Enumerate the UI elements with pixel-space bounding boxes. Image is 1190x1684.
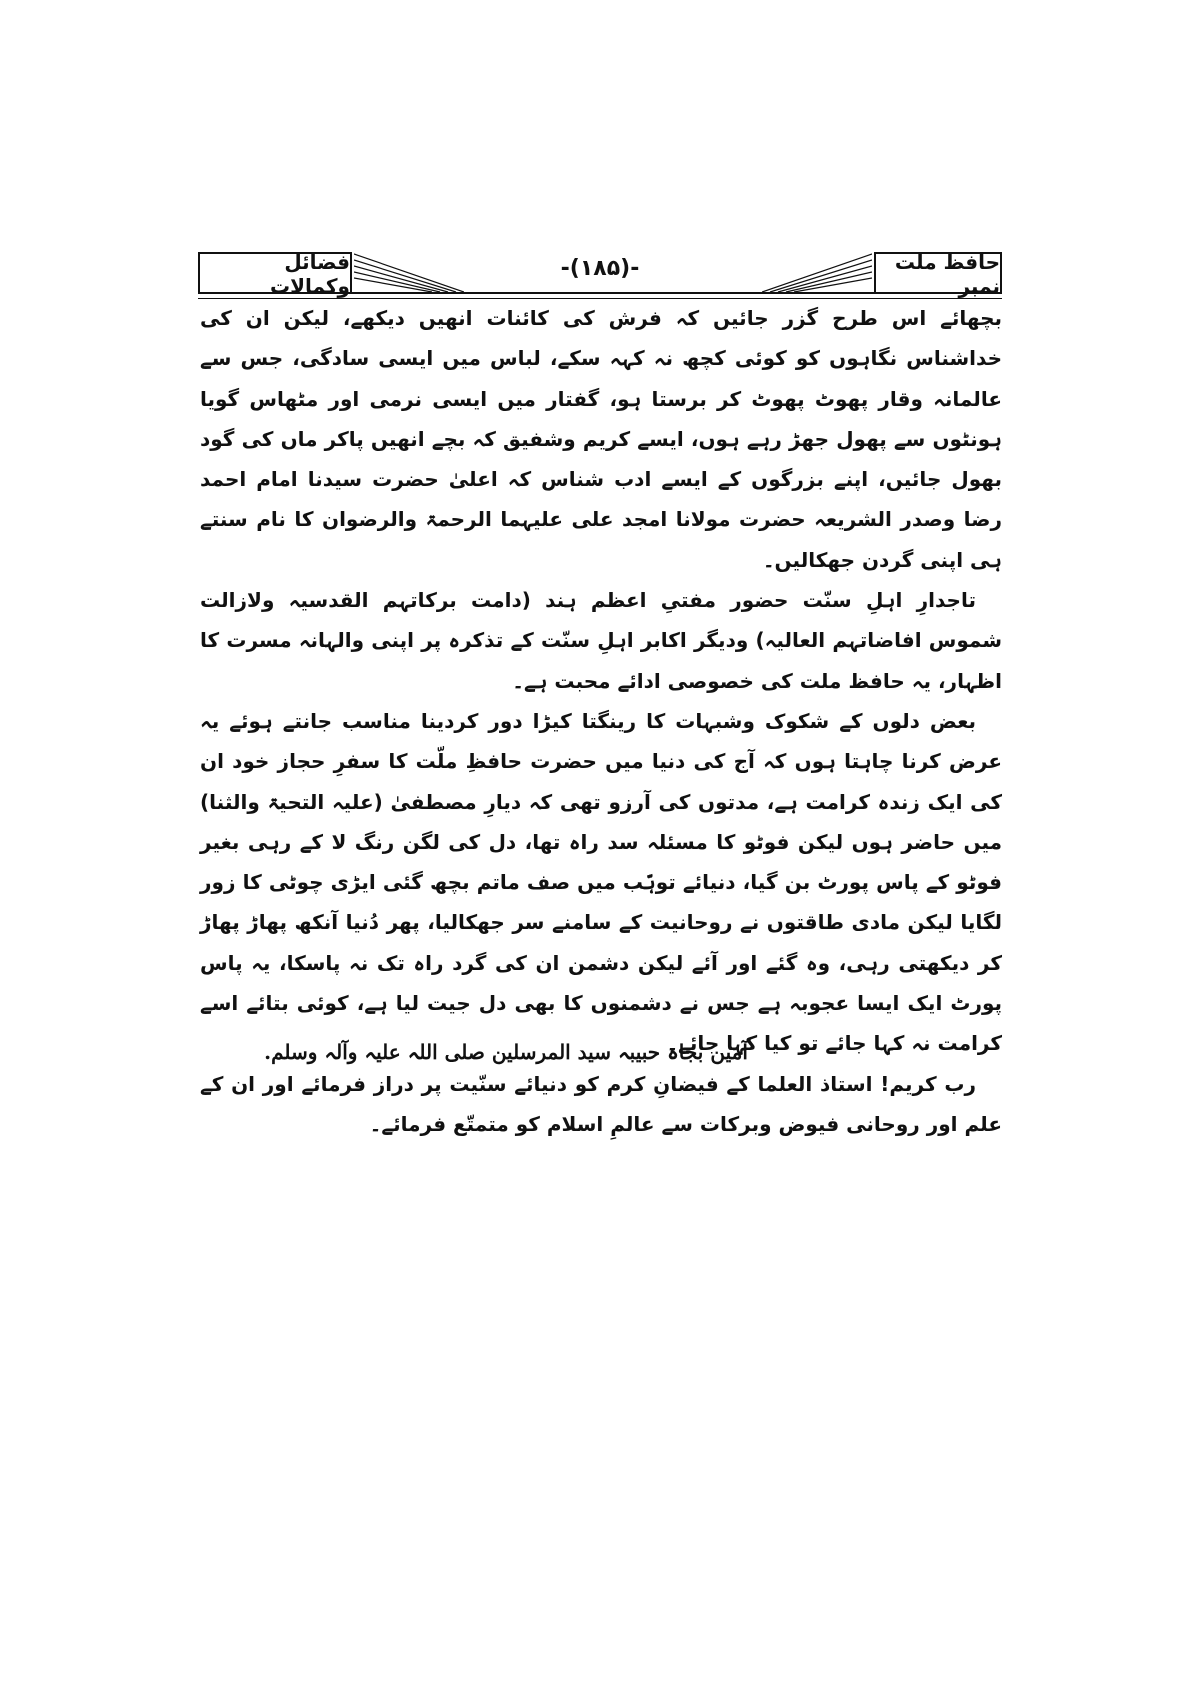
running-header	[198, 250, 1002, 298]
header-book-title: حافظ ملت نمبر	[894, 250, 1000, 298]
header-book-title-box	[874, 250, 1002, 298]
closing-prayer: آمین بجاہ حبیبہ سید المرسلین صلی اللہ علیہ وآلہ وسلم.	[264, 1040, 748, 1064]
body-text	[200, 298, 1002, 1144]
header-section-title-box	[198, 250, 352, 298]
page-number: -(۱۸۵)-	[560, 256, 640, 281]
header-section-title: فضائل وکمالات	[270, 250, 350, 298]
header-rule	[198, 292, 1002, 294]
header-left-ornament-icon	[354, 252, 464, 294]
header-right-ornament-icon	[762, 252, 872, 294]
paragraph: بچھائے اس طرح گزر جائیں کہ فرش کی کائنات انھیں دیکھے، لیکن ان کی خداشناس نگاہوں کو کوئی کچھ نہ کہہ سکے، لباس میں ایسی سادگی، جس سے عالمانہ وقار پھوٹ پھوٹ کر برستا ہو، گفتار میں ایسی نرمی اور مٹھاس گویا ہونٹوں سے پھول جھڑ رہے ہوں، ایسے کریم وشفیق کہ بچے انھیں پاکر ماں کی گود بھول جائیں، اپنے بزرگوں کے ایسے ادب شناس کہ اعلیٰ حضرت سیدنا امام احمد رضا وصدر الشریعہ حضرت مولانا امجد علی علیہما الرحمۃ والرضوان کا نام سنتے ہی اپنی گردن جھکالیں۔	[200, 306, 1002, 572]
paragraph: رب کریم! استاذ العلما کے فیضانِ کرم کو دنیائے سنّیت پر دراز فرمائے اور ان کے علم اور روحانی فیوض وبرکات سے عالمِ اسلام کو متمتّع فرمائے۔	[200, 1071, 1002, 1136]
paragraph: بعض دلوں کے شکوک وشبہات کا رینگتا کیڑا دور کردینا مناسب جانتے ہوئے یہ عرض کرنا چاہتا ہوں کہ آج کی دنیا میں حضرت حافظِ ملّت کا سفرِ حجاز خود ان کی ایک زندہ کرامت ہے، مدتوں کی آرزو تھی کہ دیارِ مصطفیٰ (علیہ التحیۃ والثنا) میں حاضر ہوں لیکن فوٹو کا مسئلہ سد راہ تھا، دل کی لگن رنگ لا کے رہی بغیر فوٹو کے پاس پورٹ بن گیا، دنیائے توہّب میں صف ماتم بچھ گئی ایڑی چوٹی کا زور لگایا لیکن مادی طاقتوں نے روحانیت کے سامنے سر جھکالیا، پھر دُنیا آنکھ پھاڑ پھاڑ کر دیکھتی رہی، وہ گئے اور آئے لیکن دشمن ان کی گرد راہ تک نہ پاسکا، یہ پاس پورٹ ایک ایسا عجوبہ ہے جس نے دشمنوں کا بھی دل جیت لیا ہے، کوئی بتائے اسے کرامت نہ کہا جائے تو کیا کہا جائے۔	[200, 708, 1002, 1056]
paragraph: تاجدارِ اہلِ سنّت حضور مفتیِ اعظم ہند (دامت برکاتہم القدسیہ ولازالت شموس افاضاتہم العالیہ) ودیگر اکابر اہلِ سنّت کے تذکرہ پر اپنی والہانہ مسرت کا اظہار، یہ حافظ ملت کی خصوصی ادائے محبت ہے۔	[200, 588, 1002, 693]
